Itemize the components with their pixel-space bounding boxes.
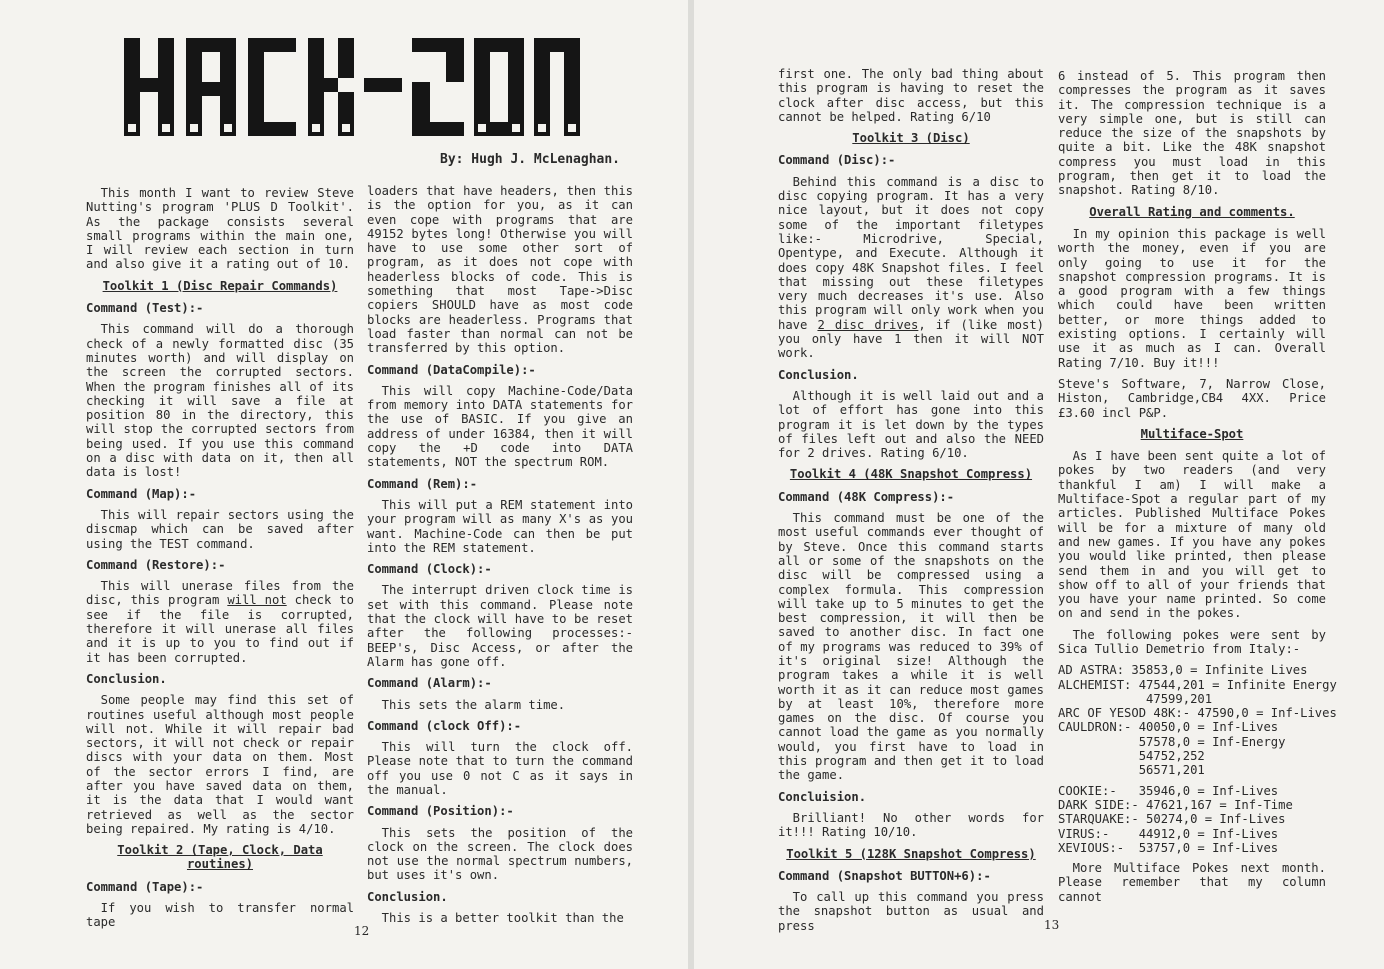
paragraph-address: Steve's Software, 7, Narrow Close, Histon, Cambridge,CB4 4XX. Price £3.60 incl P&P. (1058, 376, 1326, 420)
paragraph-conclusion-4: Brilliant! No other words for it!!! Rating 10/10. (778, 810, 1044, 840)
heading-toolkit-3: Toolkit 3 (Disc) (852, 131, 970, 146)
heading-command-tape: Command (Tape):- (86, 879, 204, 894)
heading-command-rem: Command (Rem):- (367, 476, 478, 491)
heading-command-48k: Command (48K Compress):- (778, 489, 955, 504)
heading-multiface-spot: Multiface-Spot (1140, 426, 1244, 441)
paragraph-first-one: first one. The only bad thing about this program is having to reset the clock after disc access, but this cannot be helped. Rating 6/10 (778, 67, 1044, 124)
heading-command-map: Command (Map):- (86, 486, 197, 501)
heading-command-clock-off: Command (clock Off):- (367, 718, 522, 733)
heading-command-restore: Command (Restore):- (86, 557, 226, 572)
hack-zone-masthead-logo (120, 32, 590, 140)
heading-command-disc: Command (Disc):- (778, 153, 896, 168)
heading-command-alarm: Command (Alarm):- (367, 676, 492, 691)
right-column-1 (778, 67, 1044, 940)
heading-command-datacompile: Command (DataCompile):- (367, 362, 536, 377)
left-column-2 (367, 184, 633, 932)
paragraph-conclusion: Some people may find this set of routines useful although most people will not. While it will repair bad sectors, it will not check or repair discs with your data on them. Most of the sector errors I find, are after you have saved data on them, it is the data that I would want retrieved as well as the sector being repaired. My rating is 4/10. (86, 693, 354, 836)
heading-conclusion: Conclusion. (86, 671, 167, 686)
paragraph-conclusion-3: Although it is well laid out and a lot of effort has gone into this program it is let down by the types of files left out and also the NEED for 2 drives. Rating 6/10. (778, 388, 1044, 461)
byline: By: Hugh J. McLenaghan. (440, 152, 621, 167)
paragraph-more-pokes: More Multiface Pokes next month. Please remember that my column cannot (1058, 861, 1326, 904)
right-column-2 (1058, 69, 1337, 911)
paragraph-clock: The interrupt driven clock time is set with this command. Please note that the clock will have to be reset after the following processes:- BEEP's, Disc Access, or after the Alarm has gone off. (367, 583, 633, 669)
paragraph-tape: If you wish to transfer normal tape (86, 901, 354, 930)
left-page (0, 0, 688, 969)
heading-toolkit-2: Toolkit 2 (Tape, Clock, Data routines) (117, 843, 323, 872)
heading-conclusion-4: Concluision. (778, 789, 867, 804)
paragraph-loaders: loaders that have headers, then this is the option for you, as it can even cope with programs that are 49152 bytes long! Otherwise you will have to use some other sort of program, as it does not cope with headerless blocks of code. This is something that most Tape->Disc copiers SHOULD have as most code blocks are headerless. Programs that load faster than normal can not be transferred by this option. (367, 184, 633, 356)
paragraph-48k: This command must be one of the most useful commands ever thought of by Steve. Once this command starts all or some of the snapshots on the disc will be compressed using a complex formula. This compression will take up to 5 minutes to get the best compression, it will then be saved to another disc. In fact one of my programs was reduced to 39% of it's original size! Although the program takes a while it is well worth it as it can reduce most games by at least 10%, therefore more games on the disc. Of course you cannot load the game as you normally would, you first have to load in this program and then get it to load the game. (778, 511, 1044, 783)
paragraph-rem: This will put a REM statement into your program will as many X's as you want. Machine-Code can then be put into the REM statement. (367, 497, 633, 555)
heading-command-snapshot: Command (Snapshot BUTTON+6):- (778, 868, 991, 883)
paragraph-datacompile: This will copy Machine-Code/Data from memory into DATA statements for the use of BASIC. If you give an address of under 16384, then it will copy the +D code into DATA statements, NOT the spectrum ROM. (367, 383, 633, 470)
page-number-left: 12 (354, 924, 370, 938)
paragraph-restore: This will unerase files from the disc, this program will not check to see if the file is corrupted, therefore it will unerase all files and it is up to you to find out if it has been corrupted. (86, 579, 354, 665)
heading-conclusion-2: Conclusion. (367, 889, 448, 904)
paragraph-clock-off: This will turn the clock off. Please note that to turn the command off you use 0 not C as it says in the manual. (367, 740, 633, 797)
heading-overall-rating: Overall Rating and comments. (1089, 204, 1295, 219)
heading-command-clock: Command (Clock):- (367, 562, 492, 577)
paragraph-six-instead: 6 instead of 5. This program then compresses the program as it saves it. The compression technique is a very simple one, but is still can reduce the size of the snapshots by quite a bit. Like the 48K snapshot compress you must load in this program, then get it to load the snapshot. Rating 8/10. (1058, 69, 1326, 198)
heading-command-position: Command (Position):- (367, 804, 514, 819)
paragraph-conclusion-2: This is a better toolkit than the (381, 911, 624, 926)
paragraph-alarm: This sets the alarm time. (381, 697, 566, 712)
paragraph-overall: In my opinion this package is well worth the money, even if you are only going to use it for the snapshot compression programs. It is a good program with a few things which could have been written better, or more things added to existing options. I certainly will use it as much as I can. Overall Rating 7/10. Buy it!!! (1058, 226, 1326, 370)
pokes-list-1: AD ASTRA: 35853,0 = Infinite Lives ALCHEMIST: 47544,201 = Infinite Energy 47599,201 ARC OF YESOD 48K:- 47590,0 = Inf-Lives CAULDRON:- 40050,0 = Inf-Lives 57578,0 = Inf-Energy 54752,252 56571,201 (1058, 663, 1337, 778)
heading-toolkit-5: Toolkit 5 (128K Snapshot Compress) (786, 846, 1036, 861)
page-number-right: 13 (1044, 918, 1060, 932)
paragraph-snapshot: To call up this command you press the snapshot button as usual and press (778, 890, 1044, 933)
heading-conclusion-3: Conclusion. (778, 367, 859, 382)
pokes-list-2: COOKIE:- 35946,0 = Inf-Lives DARK SIDE:- 47621,167 = Inf-Time STARQUAKE:- 50274,0 = Inf-Lives VIRUS:- 44912,0 = Inf-Lives XEVIOUS:- 53757,0 = Inf-Lives (1058, 783, 1293, 855)
heading-toolkit-1: Toolkit 1 (Disc Repair Commands) (102, 278, 338, 293)
heading-command-test: Command (Test):- (86, 301, 204, 316)
left-column-1 (86, 186, 354, 937)
paragraph-disc: Behind this command is a disc to disc copying program. It has a very nice layout, but it does not copy some of the important filetypes like:- Microdrive, Special, Opentype, and Execute. Although it does copy 48K Snapshot files. I feel that missing out these filetypes very much decreases it's use. Also this program will only work when you have 2 disc drives, if (like most) you only have 1 then it will NOT work. (778, 174, 1045, 361)
paragraph-test: This command will do a thorough check of a newly formatted disc (35 minutes worth) and will display on the screen the corrupted sectors. When the program finishes all of its checking it will save a file at position 80 in the directory, this will stop the corrupted sectors from being used. If you use this command on a disc with data on it, then all data is lost! (86, 322, 354, 480)
right-page (694, 0, 1384, 969)
paragraph-position: This sets the position of the clock on the screen. The clock does not use the normal spectrum numbers, but uses it's own. (367, 825, 633, 883)
intro-paragraph: This month I want to review Steve Nutting's program 'PLUS D Toolkit'. As the package consists several small programs within the main one, I will review each section in turn and also give it a rating out of 10. (86, 186, 354, 272)
paragraph-multiface: As I have been sent quite a lot of pokes by two readers (and very thankful I am) I will make a Multiface-Spot a regular part of my articles. Published Multiface Pokes will be for a mixture of many old and new games. If you have any pokes you would like printed, then please send them in and you will get to show off to all of your friends that you have your name printed. So come on and send in the pokes. (1058, 449, 1326, 621)
paragraph-following: The following pokes were sent by Sica Tullio Demetrio from Italy:- (1058, 627, 1326, 656)
paragraph-map: This will repair sectors using the discmap which can be saved after using the TEST command. (86, 507, 354, 551)
heading-toolkit-4: Toolkit 4 (48K Snapshot Compress) (789, 467, 1033, 482)
